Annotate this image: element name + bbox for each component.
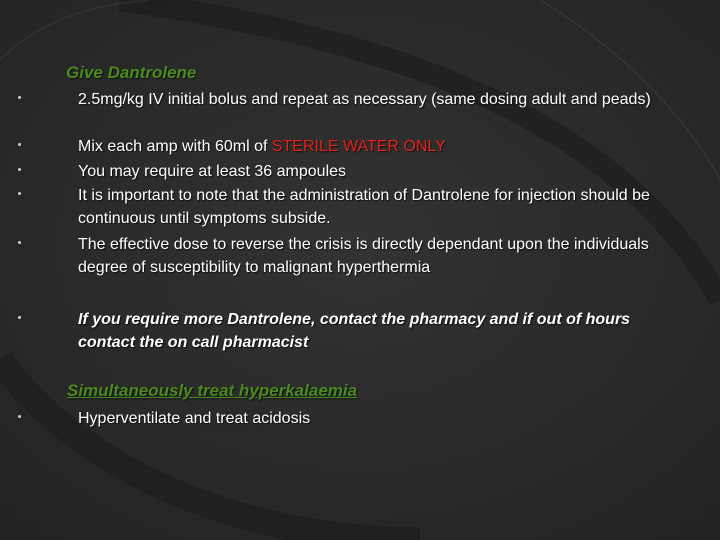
heading-give-dantrolene: Give Dantrolene <box>66 63 197 82</box>
bullet-dot <box>18 415 21 418</box>
bullet-text-prefix: Mix each amp with 60ml of <box>78 138 272 155</box>
bullet-text: You may require at least 36 ampoules <box>78 163 347 180</box>
bullet-text: The effective dose to reverse the crisis is directly dependant upon the individuals degree of susceptibility to malignant hyperthermia <box>78 236 649 276</box>
bullet-dot <box>18 241 21 244</box>
bullet-dot <box>18 143 21 146</box>
pharmacy-note-text: If you require more Dantrolene, contact the pharmacy and if out of hours contact the on call pharmacist <box>78 311 631 351</box>
bullet-dot <box>18 192 21 195</box>
sterile-water-highlight: STERILE WATER ONLY <box>271 138 446 155</box>
bullet-text: It is important to note that the administration of Dantrolene for injection should be continuous until symptoms subside. <box>78 187 650 227</box>
bullet-text <box>78 135 688 158</box>
bullet-dot <box>18 168 21 171</box>
bullet-dot <box>18 316 21 319</box>
heading-hyperkalaemia: Simultaneously treat hyperkalaemia <box>67 381 358 400</box>
bullet-text: Hyperventilate and treat acidosis <box>78 410 311 427</box>
bullet-dot <box>18 96 21 99</box>
bullet-text: 2.5mg/kg IV initial bolus and repeat as necessary (same dosing adult and peads) <box>78 91 651 108</box>
